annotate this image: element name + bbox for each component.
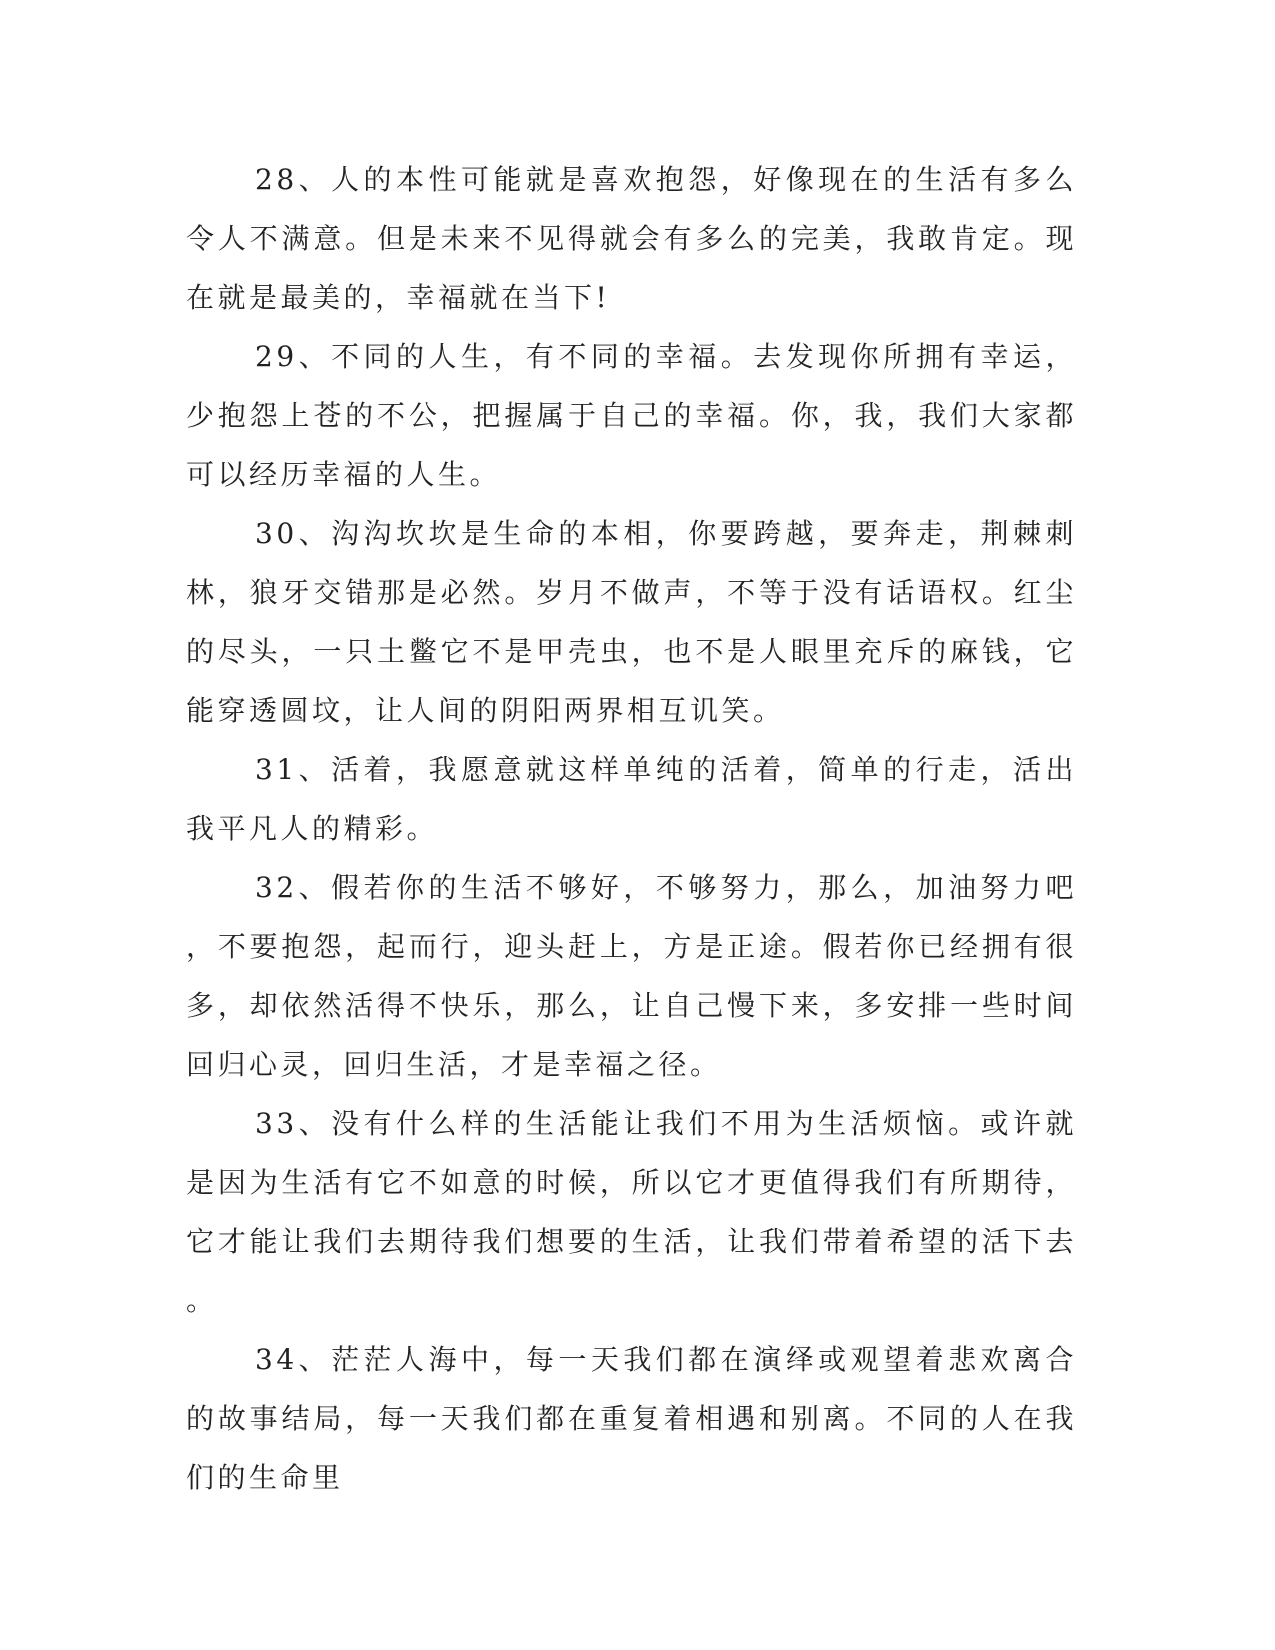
paragraph-31: 31、活着，我愿意就这样单纯的活着，简单的行走，活出我平凡人的精彩。: [186, 753, 1077, 845]
paragraph-30: 30、沟沟坎坎是生命的本相，你要跨越，要奔走，荆棘刺林，狼牙交错那是必然。岁月不做声，不等于没有话语权。红尘的尽头，一只土鳖它不是甲壳虫，也不是人眼里充斥的麻钱，它能穿透圆坟，让人间的阴阳两界相互讥笑。: [186, 517, 1077, 727]
paragraph-34: 34、茫茫人海中，每一天我们都在演绎或观望着悲欢离合的故事结局，每一天我们都在重复着相遇和别离。不同的人在我们的生命里: [186, 1343, 1077, 1494]
paragraph-33: 33、没有什么样的生活能让我们不用为生活烦恼。或许就是因为生活有它不如意的时候，所以它才更值得我们有所期待，它才能让我们去期待我们想要的生活，让我们带着希望的活下去。: [186, 1107, 1077, 1317]
document-page: [186, 150, 1077, 1507]
paragraph-28: 28、人的本性可能就是喜欢抱怨，好像现在的生活有多么令人不满意。但是未来不见得就会有多么的完美，我敢肯定。现在就是最美的，幸福就在当下!: [186, 163, 1077, 314]
paragraph-29: 29、不同的人生，有不同的幸福。去发现你所拥有幸运，少抱怨上苍的不公，把握属于自己的幸福。你，我，我们大家都可以经历幸福的人生。: [186, 340, 1077, 491]
paragraph-32: 32、假若你的生活不够好，不够努力，那么，加油努力吧，不要抱怨，起而行，迎头赶上，方是正途。假若你已经拥有很多，却依然活得不快乐，那么，让自己慢下来，多安排一些时间回归心灵，回归生活，才是幸福之径。: [186, 871, 1077, 1081]
